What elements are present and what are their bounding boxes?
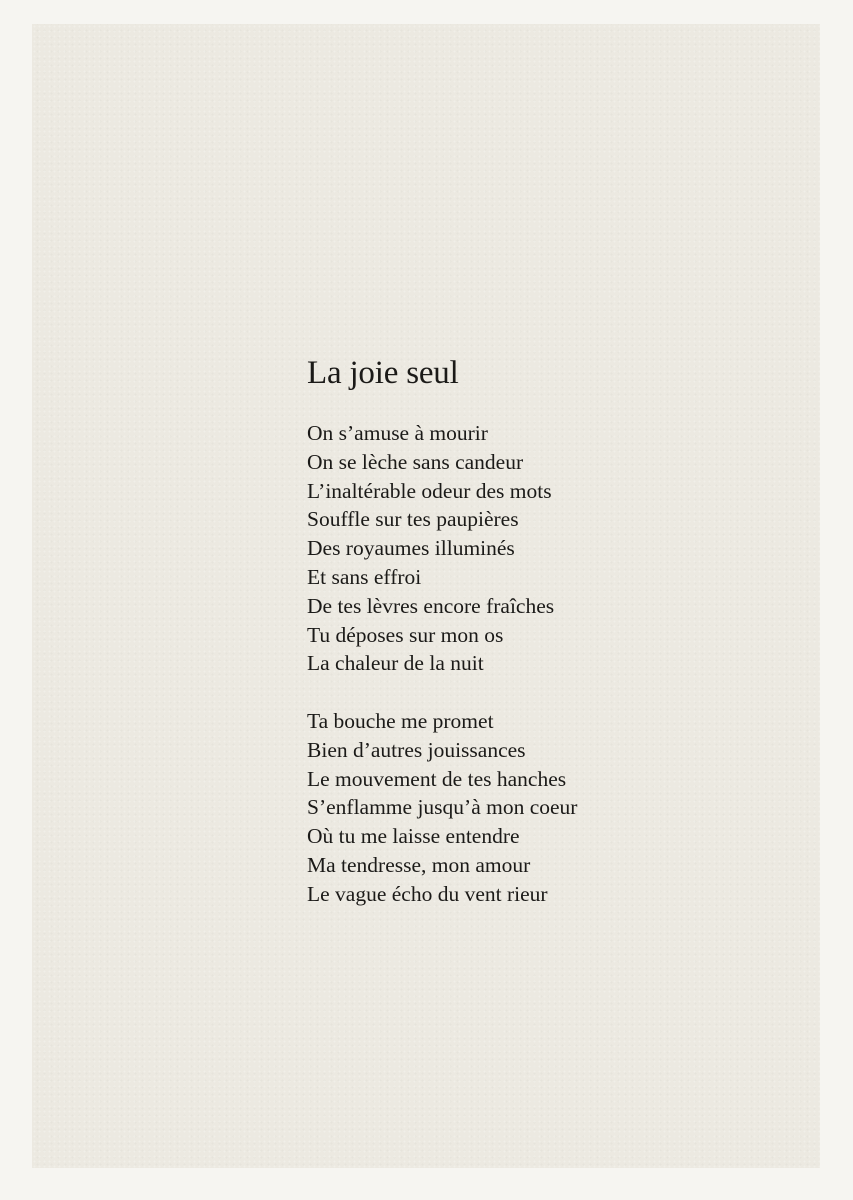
verse-line: Ta bouche me promet: [307, 708, 494, 733]
verse-line: Où tu me laisse entendre: [307, 824, 520, 849]
verse-line: La chaleur de la nuit: [307, 651, 484, 676]
stanza-1: [307, 419, 577, 678]
verse-line: L’inaltérable odeur des mots: [307, 478, 552, 503]
verse-line: Le vague écho du vent rieur: [307, 881, 548, 906]
verse-line: De tes lèvres encore fraîches: [307, 593, 555, 618]
poem-title: La joie seul: [307, 355, 459, 391]
verse-line: Bien d’autres jouissances: [307, 737, 526, 762]
stanza-2: [307, 707, 577, 909]
verse-line: Le mouvement de tes hanches: [307, 766, 567, 791]
verse-line: S’enflamme jusqu’à mon coeur: [307, 795, 578, 820]
paper-page: [32, 24, 820, 1168]
verse-line: Des royaumes illuminés: [307, 536, 515, 561]
verse-line: Souffle sur tes paupières: [307, 507, 519, 532]
poem: [307, 350, 577, 937]
verse-line: Et sans effroi: [307, 564, 422, 589]
verse-line: Tu déposes sur mon os: [307, 622, 504, 647]
verse-line: On s’amuse à mourir: [307, 421, 488, 445]
verse-line: On se lèche sans candeur: [307, 449, 524, 474]
verse-line: Ma tendresse, mon amour: [307, 852, 531, 877]
